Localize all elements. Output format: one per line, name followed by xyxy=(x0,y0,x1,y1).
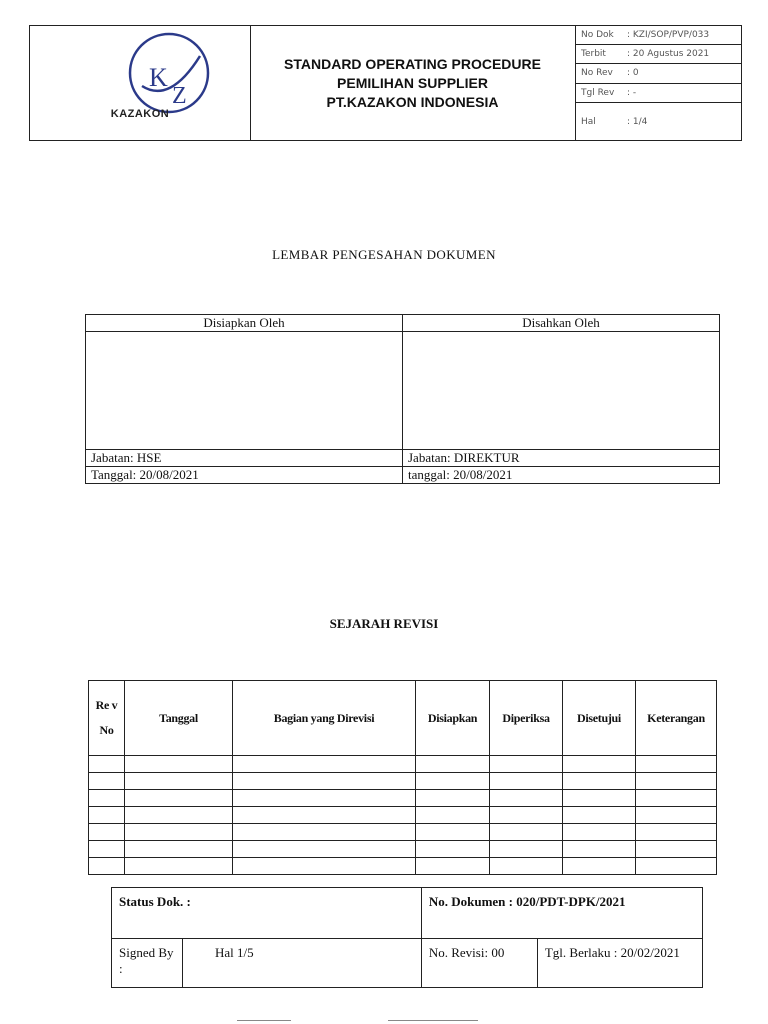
approved-tanggal: tanggal: 20/08/2021 xyxy=(403,467,720,484)
prepared-signature-cell xyxy=(86,332,403,450)
col-diperiksa: Diperiksa xyxy=(490,681,563,756)
status-row-1 xyxy=(112,888,703,939)
document-meta xyxy=(575,26,741,140)
tanggal-row xyxy=(86,467,720,484)
hal-page: Hal 1/5 xyxy=(183,939,422,988)
jabatan-row xyxy=(86,450,720,467)
logo-wordmark: KAZAKON xyxy=(110,108,170,120)
meta-no-rev xyxy=(575,64,741,83)
svg-text:K: K xyxy=(149,63,168,92)
meta-terbit xyxy=(575,45,741,64)
meta-value: : KZI/SOP/PVP/033 xyxy=(627,30,710,41)
table-row xyxy=(89,773,717,790)
status-row-2 xyxy=(112,939,703,988)
revision-table xyxy=(88,680,717,875)
meta-key: No Dok xyxy=(581,30,614,41)
table-row xyxy=(89,824,717,841)
approved-by-header: Disahkan Oleh xyxy=(403,315,720,332)
table-row xyxy=(89,790,717,807)
company-logo xyxy=(30,26,251,140)
meta-value: : 0 xyxy=(627,68,639,79)
svg-text:Z: Z xyxy=(172,83,187,109)
meta-key: Terbit xyxy=(581,49,606,60)
meta-no-dok xyxy=(575,26,741,45)
meta-key: Tgl Rev xyxy=(581,87,615,98)
signed-by: Signed By : xyxy=(112,939,183,988)
approved-jabatan: Jabatan: DIREKTUR xyxy=(403,450,720,467)
sejarah-revisi-heading: SEJARAH REVISI xyxy=(329,616,439,631)
col-keterangan: Keterangan xyxy=(636,681,717,756)
table-row xyxy=(89,841,717,858)
meta-hal xyxy=(575,103,741,141)
no-dokumen: No. Dokumen : 020/PDT-DPK/2021 xyxy=(421,888,702,939)
meta-value: : - xyxy=(627,87,637,98)
no-revisi: No. Revisi: 00 xyxy=(421,939,537,988)
prepared-by-header: Disiapkan Oleh xyxy=(86,315,403,332)
title-line-1: STANDARD OPERATING PROCEDURE xyxy=(284,55,541,72)
approval-header-row xyxy=(86,315,720,332)
approved-signature-cell xyxy=(403,332,720,450)
table-row xyxy=(89,858,717,875)
col-tanggal: Tanggal xyxy=(125,681,233,756)
tgl-berlaku: Tgl. Berlaku : 20/02/2021 xyxy=(537,939,702,988)
status-table xyxy=(111,887,703,988)
kazakon-logo-icon xyxy=(30,26,250,140)
title-line-3: PT.KAZAKON INDONESIA xyxy=(326,93,499,110)
col-disiapkan: Disiapkan xyxy=(416,681,490,756)
meta-key: No Rev xyxy=(581,68,613,79)
prepared-tanggal: Tanggal: 20/08/2021 xyxy=(86,467,403,484)
meta-value: : 20 Agustus 2021 xyxy=(627,49,710,60)
meta-key: Hal xyxy=(581,116,596,127)
prepared-jabatan: Jabatan: HSE xyxy=(86,450,403,467)
document-title xyxy=(250,26,576,140)
title-line-2: PEMILIHAN SUPPLIER xyxy=(337,74,488,91)
footer-rule xyxy=(388,1020,478,1021)
col-rev-no: Re v No xyxy=(89,681,125,756)
meta-tgl-rev xyxy=(575,84,741,103)
col-bagian: Bagian yang Direvisi xyxy=(233,681,416,756)
status-dok: Status Dok. : xyxy=(112,888,422,939)
approval-table xyxy=(85,314,720,484)
table-row xyxy=(89,756,717,773)
lembar-pengesahan-heading: LEMBAR PENGESAHAN DOKUMEN xyxy=(272,247,496,262)
meta-value: : 1/4 xyxy=(627,116,648,127)
footer-rule xyxy=(237,1020,291,1021)
signature-row xyxy=(86,332,720,450)
table-row xyxy=(89,807,717,824)
document-header xyxy=(29,25,742,141)
revision-header-row xyxy=(89,681,717,756)
col-disetujui: Disetujui xyxy=(563,681,636,756)
